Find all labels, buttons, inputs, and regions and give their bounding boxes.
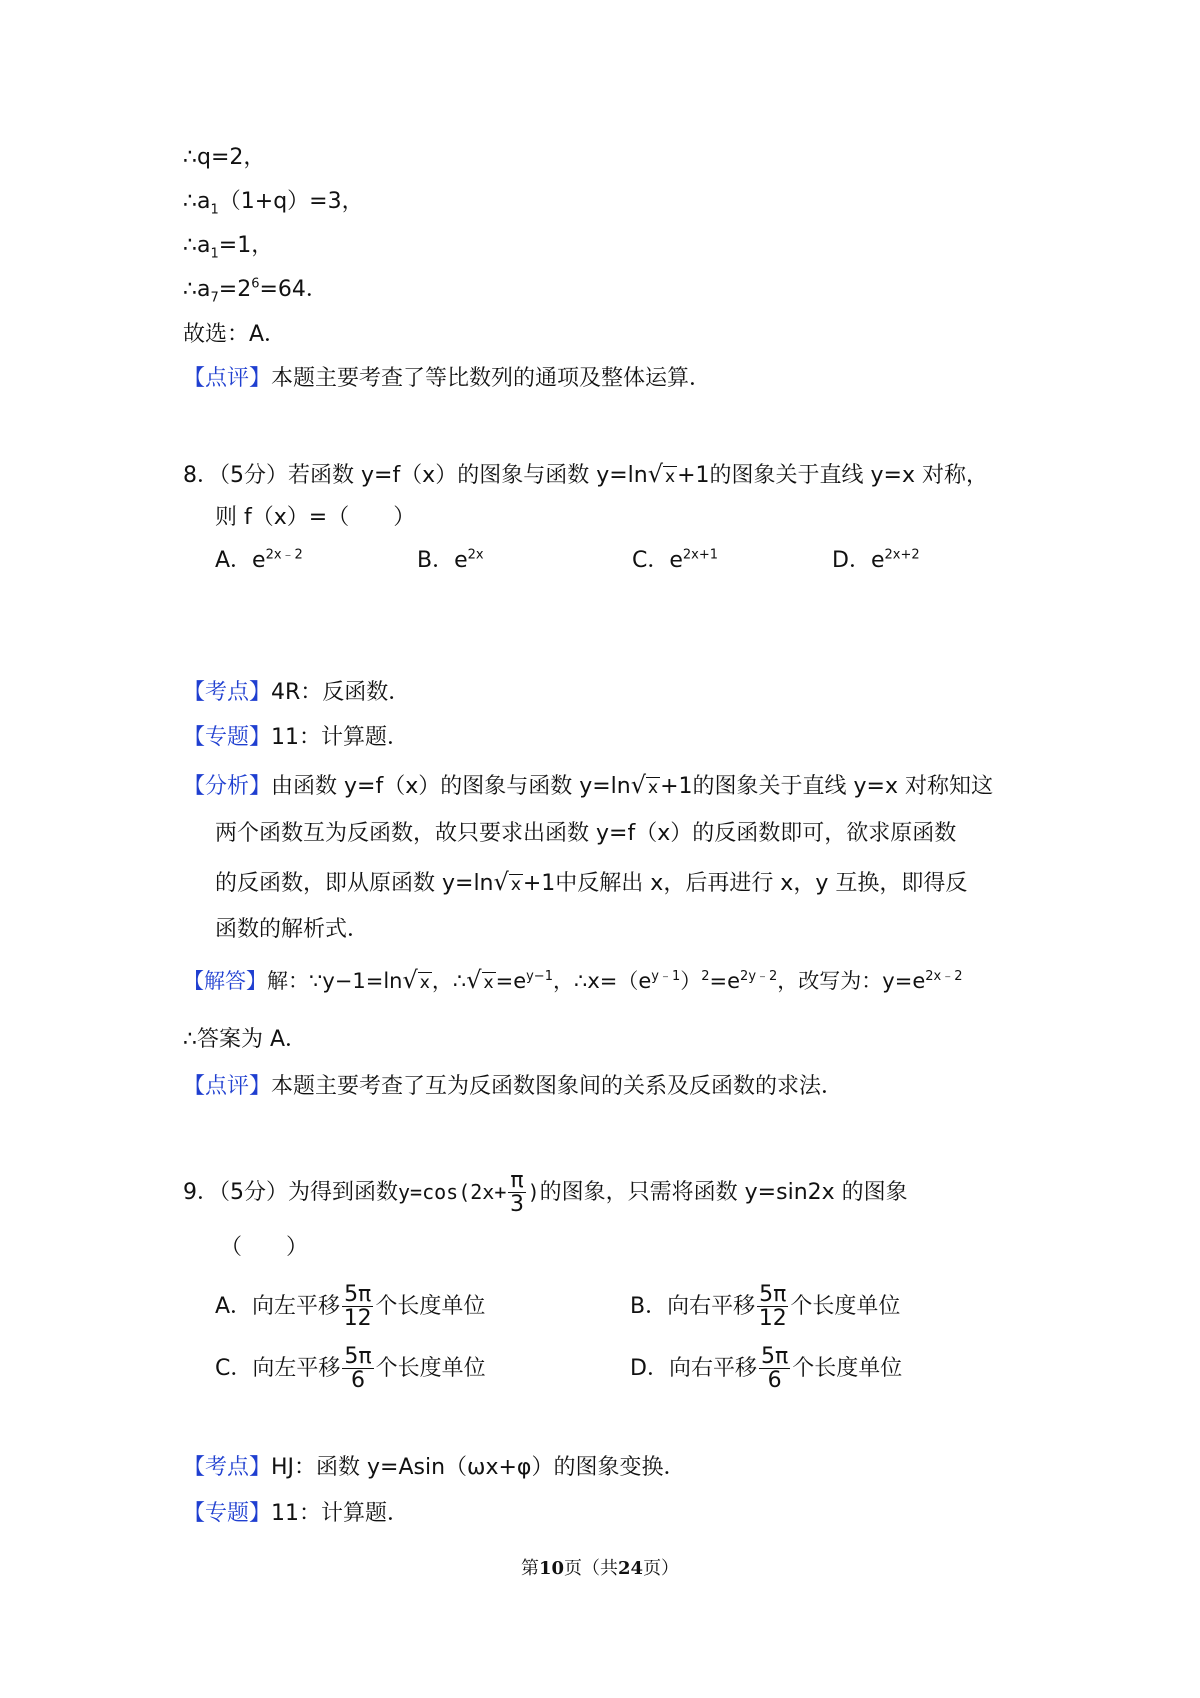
- page-footer: 第10页（共24页）: [520, 1558, 680, 1579]
- q8-kaodian: 【考点】4R：反函数．: [183, 680, 411, 705]
- q9-kaodian: 【考点】HJ：函数 y=Asin（ωx+φ）的图象变换．: [183, 1455, 686, 1480]
- q8-stem-cont: 则 f（x）=（ ）: [215, 505, 416, 530]
- q8-jieda: 【解答】解：∵y−1=ln√ x，∴√ $x=e^{y-1}$，$\therefore x=(e^{y﹣1})^2=e^{2y﹣2}$，改写为：$y=e^{2x﹣2}$: [183, 966, 963, 994]
- q8-review: 【点评】本题主要考查了互为反函数图象间的关系及反函数的求法．: [183, 1074, 844, 1099]
- q8-fenxi-line4: 函数的解析式．: [215, 917, 370, 942]
- solution-line: ∴q=2，: [183, 145, 266, 170]
- q8-fenxi-line2: 两个函数互为反函数，故只要求出函数 y=f（x）的反函数即可，欲求原函数: [215, 821, 957, 846]
- q9-stem: 9．（5分）为得到函数y=cos(2x+ $\frac{\pi}{3}$ )的图象，只需将函数 y=sin2x 的图象: [183, 1168, 908, 1217]
- review-line: 【点评】本题主要考查了等比数列的通项及整体运算．: [183, 366, 712, 391]
- q8-stem: 8．（5分）若函数 y=f（x）的图象与函数 y=ln√ x+1的图象关于直线 y=x 对称，: [183, 460, 988, 488]
- solution-line: $\therefore a_1=1$，: [183, 233, 274, 262]
- q9-option-a: A．向左平移 $\frac{5\pi}{12}$ 个长度单位: [215, 1282, 486, 1331]
- q8-option-b: B．$e^{2x}$: [417, 547, 484, 573]
- q9-zhuanti: 【专题】11：计算题．: [183, 1501, 410, 1526]
- answer-line: 故选：A．: [183, 322, 287, 347]
- q9-option-c: C．向左平移 $\frac{5\pi}{6}$ 个长度单位: [215, 1344, 486, 1393]
- solution-line: $\therefore a_7=2^6=64$．: [183, 276, 328, 306]
- review-tag: 【点评】: [183, 366, 272, 391]
- q8-option-d: D．$e^{2x+2}$: [832, 547, 920, 573]
- solution-line: $\therefore a_1(1+q)=3$，: [183, 189, 364, 218]
- q8-zhuanti: 【专题】11：计算题．: [183, 725, 410, 750]
- q9-option-d: D．向右平移 $\frac{5\pi}{6}$ 个长度单位: [630, 1344, 903, 1393]
- pi-over-3: $\frac{\pi}{3}$: [510, 1168, 524, 1217]
- q8-fenxi: 【分析】由函数 y=f（x）的图象与函数 y=ln√ x+1的图象关于直线 y=x 对称知这: [183, 771, 993, 799]
- q8-option-a: A．$e^{2x﹣2}$: [215, 547, 303, 573]
- q9-paren: （ ）: [220, 1235, 309, 1260]
- q8-answer: ∴答案为 A．: [183, 1027, 308, 1052]
- q8-option-c: C．$e^{2x+1}$: [632, 547, 719, 573]
- q8-fenxi-line3: 的反函数，即从原函数 y=ln√ x+1中反解出 x，后再进行 x，y 互换，即得反: [215, 868, 968, 896]
- q9-option-b: B．向右平移 $\frac{5\pi}{12}$ 个长度单位: [630, 1282, 901, 1331]
